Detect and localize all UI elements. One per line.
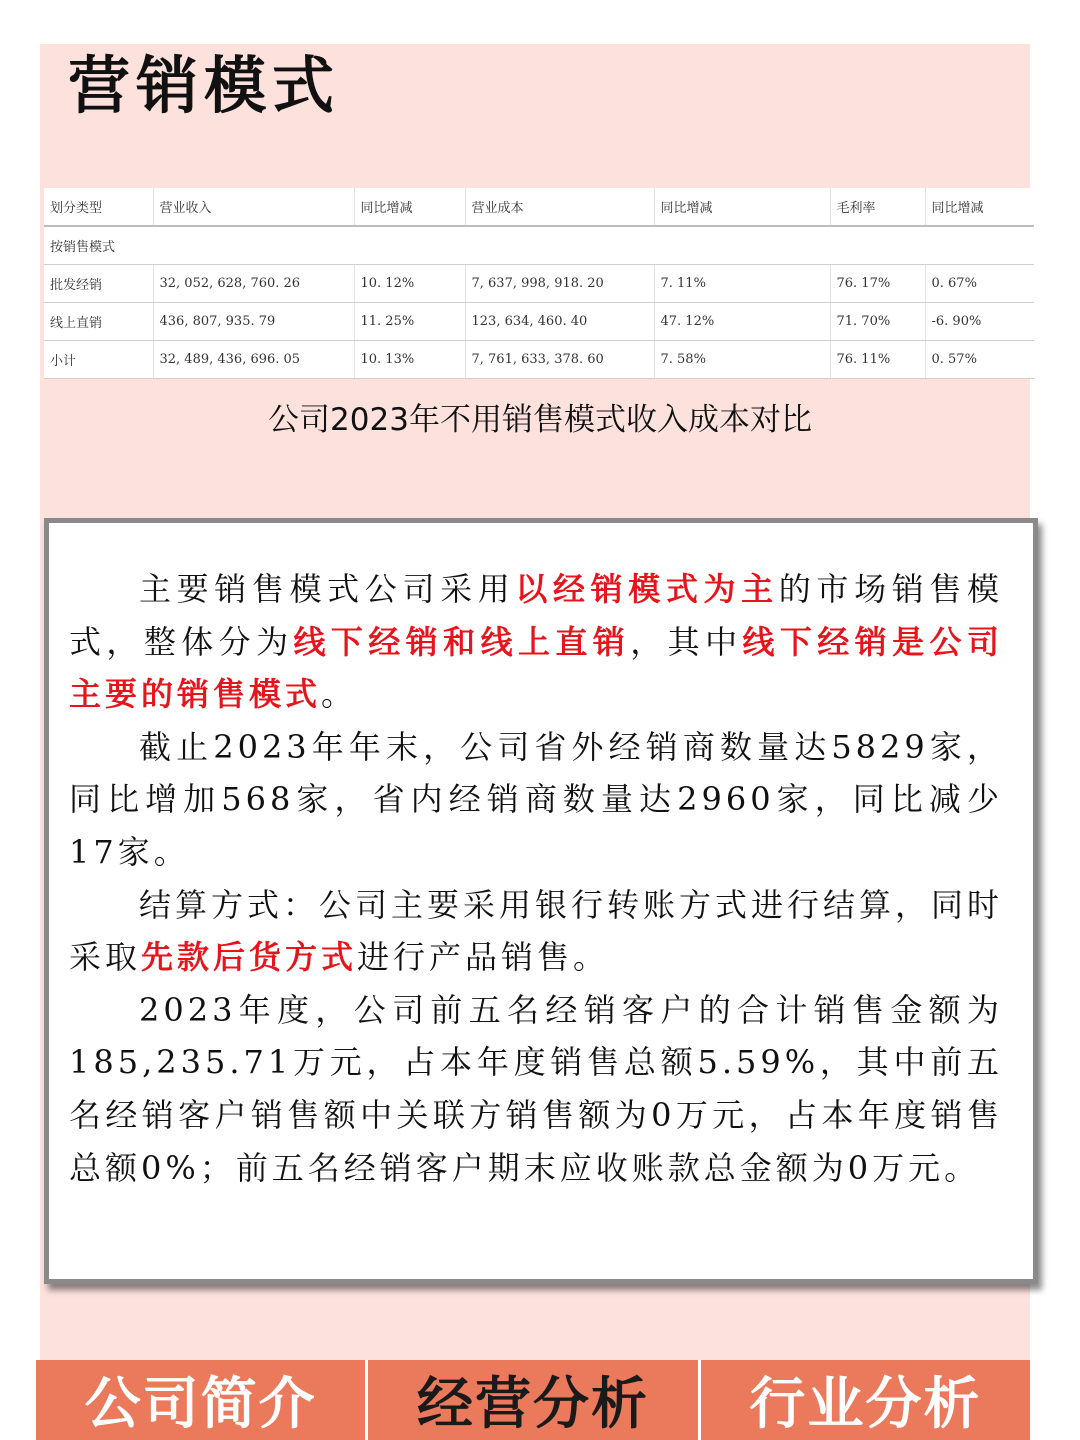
- text-body: [69, 563, 1003, 1194]
- table-header-cell: 毛利率: [830, 188, 925, 226]
- paragraph-text: ，其中: [630, 622, 743, 661]
- table-cell: 76. 17%: [830, 265, 925, 303]
- table-cell: 10. 13%: [354, 341, 465, 379]
- paragraph-sales-mode: [69, 563, 1003, 721]
- table-cell: 0. 67%: [925, 265, 1034, 303]
- paragraph-text: 进行产品销售。: [357, 938, 610, 977]
- highlight-text: 以经销模式为主: [515, 570, 779, 608]
- table-cell: 线上直销: [44, 303, 153, 341]
- table-cell: 436, 807, 935. 79: [153, 303, 354, 341]
- table-header-cell: 营业成本: [465, 188, 654, 226]
- sales-mode-table-container: [44, 188, 1034, 379]
- table-cell: 7, 637, 998, 918. 20: [465, 265, 654, 303]
- highlight-text: 线下经销和线上直销: [293, 622, 631, 661]
- table-cell: 71. 70%: [830, 303, 925, 341]
- paragraph-distributors: 截止2023年年末，公司省外经销商数量达5829家，同比增加568家，省内经销商数量达2960家，同比减少17家。: [69, 727, 1003, 871]
- table-cell: 47. 12%: [654, 303, 830, 341]
- paragraph-top-customers: 2023年度，公司前五名经销客户的合计销售金额为185,235.71万元，占本年度销售总额5.59%，其中前五名经销客户销售额中关联方销售额为0万元，占本年度销售总额0%；前五名经销客户期末应收账款总金额为0万元。: [69, 990, 1003, 1187]
- table-caption: 公司2023年不用销售模式收入成本对比: [268, 402, 812, 438]
- table-header-cell: 营业收入: [153, 188, 354, 226]
- text-box: [44, 518, 1038, 1284]
- table-header-cell: 划分类型: [44, 188, 153, 226]
- table-cell: 10. 12%: [354, 265, 465, 303]
- table-cell: 123, 634, 460. 40: [465, 303, 654, 341]
- tab-industry-analysis[interactable]: 行业分析: [698, 1360, 1030, 1440]
- table-cell: 0. 57%: [925, 341, 1034, 379]
- table-cell: 7. 11%: [654, 265, 830, 303]
- table-cell: 32, 489, 436, 696. 05: [153, 341, 354, 379]
- paragraph-settlement: [69, 879, 1003, 984]
- table-header-row: [44, 188, 1034, 226]
- table-cell: 小计: [44, 341, 153, 379]
- page-title: 营销模式: [68, 49, 341, 122]
- table-cell: 32, 052, 628, 760. 26: [153, 265, 354, 303]
- paragraph-text: 。: [321, 675, 358, 714]
- sales-mode-table: [44, 188, 1034, 379]
- table-cell: -6. 90%: [925, 303, 1034, 341]
- table-cell: 11. 25%: [354, 303, 465, 341]
- table-header-cell: 同比增减: [354, 188, 465, 226]
- paragraph-text: 主要销售模式公司采用: [139, 570, 516, 608]
- table-cell: 7, 761, 633, 378. 60: [465, 341, 654, 379]
- table-header-cell: 同比增减: [654, 188, 830, 226]
- table-cell: 76. 11%: [830, 341, 925, 379]
- paragraph-text: 的市场销售模式，整体分为: [69, 570, 1003, 661]
- table-section-label: 按销售模式: [44, 226, 1034, 265]
- highlight-text: 线下经销是公司主要的销售模式: [69, 622, 1003, 714]
- table-row: [44, 303, 1034, 341]
- tab-business-analysis[interactable]: 经营分析: [365, 1360, 697, 1440]
- table-cell: 批发经销: [44, 265, 153, 303]
- table-row: [44, 341, 1034, 379]
- table-cell: 7. 58%: [654, 341, 830, 379]
- bottom-nav: [36, 1360, 1030, 1440]
- table-header-cell: 同比增减: [925, 188, 1034, 226]
- table-section-row: [44, 226, 1034, 265]
- table-row: [44, 265, 1034, 303]
- tab-company-intro[interactable]: 公司简介: [36, 1360, 365, 1440]
- paragraph-text: 结算方式：公司主要采用银行转账方式进行结算，同时采取: [69, 885, 1004, 977]
- highlight-text: 先款后货方式: [141, 938, 358, 977]
